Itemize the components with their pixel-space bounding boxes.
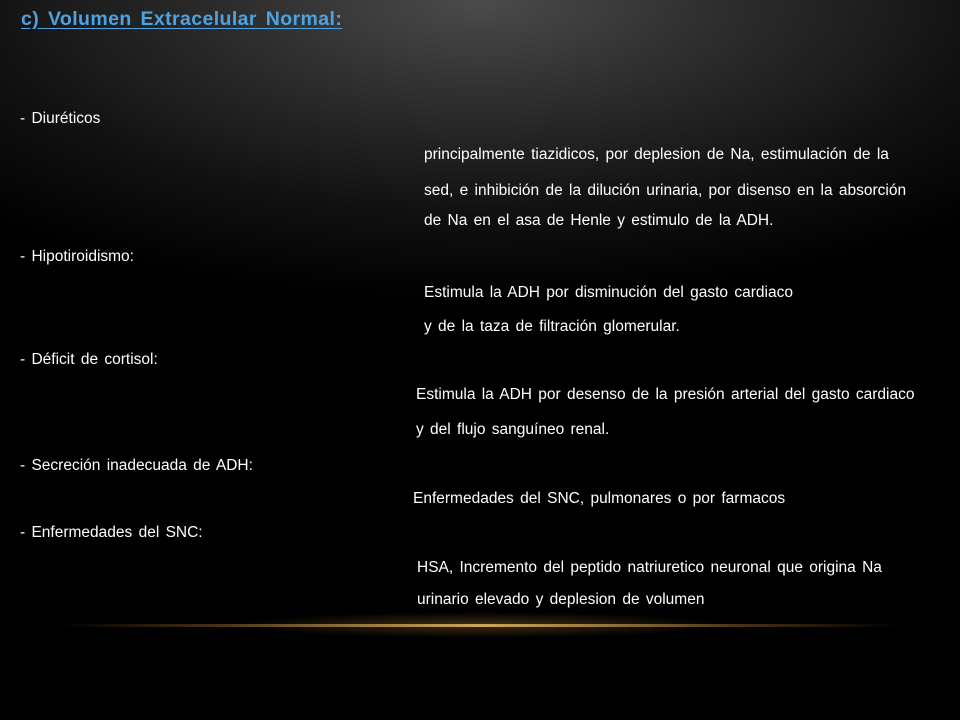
section-text-line: principalmente tiazidicos, por deplesion de Na, estimulación de la [424,146,889,163]
section-heading-secrecion-adh: - Secreción inadecuada de ADH: [20,457,253,474]
section-text-line: Estimula la ADH por desenso de la presión arterial del gasto cardiaco [416,386,915,403]
section-heading-deficit-cortisol: - Déficit de cortisol: [20,351,158,368]
section-text-line: Estimula la ADH por disminución del gasto cardiaco [424,284,793,301]
section-text-line: urinario elevado y deplesion de volumen [417,591,705,608]
section-text-line: Enfermedades del SNC, pulmonares o por farmacos [413,490,786,507]
section-text-line: y del flujo sanguíneo renal. [416,421,610,438]
slide-title: c) Volumen Extracelular Normal: [21,8,343,30]
section-text-line: y de la taza de filtración glomerular. [424,318,680,335]
section-text-line: de Na en el asa de Henle y estimulo de la ADH. [424,212,774,229]
decorative-divider-line [60,624,900,627]
section-text-line: HSA, Incremento del peptido natriuretico neuronal que origina Na [417,559,882,576]
section-heading-hipotiroidismo: - Hipotiroidismo: [20,248,134,265]
section-heading-enfermedades-snc: - Enfermedades del SNC: [20,524,203,541]
section-heading-diureticos: - Diuréticos [20,110,101,127]
section-text-line: sed, e inhibición de la dilución urinaria, por disenso en la absorción [424,182,907,199]
